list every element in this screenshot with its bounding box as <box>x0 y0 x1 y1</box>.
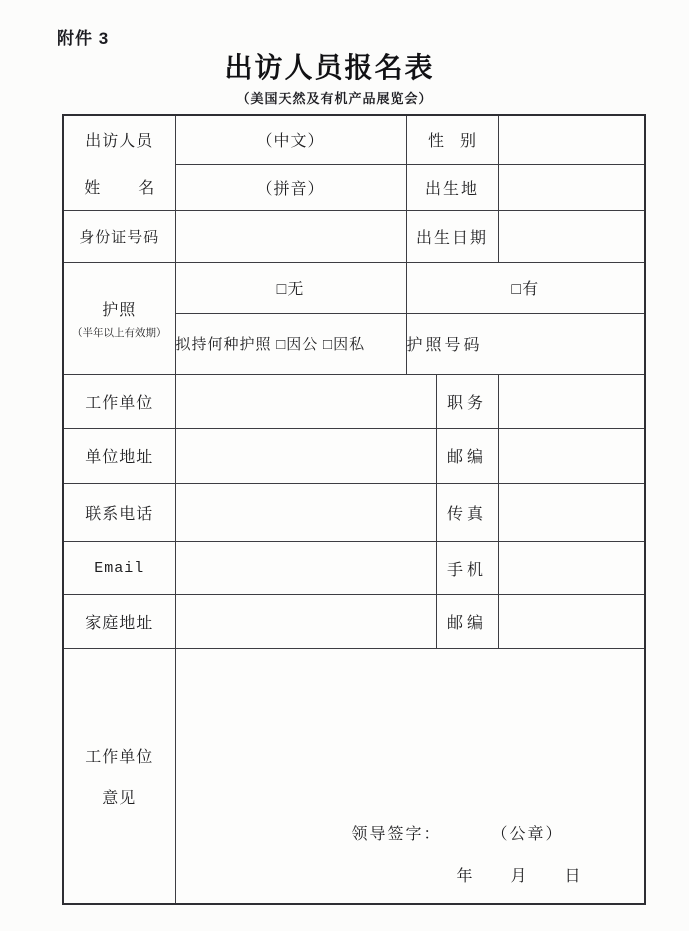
applicant-name-label-line1: 出访人员 <box>85 132 154 150</box>
unit-postcode-value-cell <box>498 428 645 483</box>
home-postcode-label-cell: 邮编 <box>436 595 498 649</box>
passport-type-cell: 拟持何种护照 □因公 □因私 <box>175 313 406 374</box>
name-char-ming: 名 <box>138 179 155 197</box>
email-label-cell: Email <box>63 541 175 594</box>
unit-address-label-cell: 单位地址 <box>63 428 175 483</box>
form-subtitle: （美国天然及有机产品展览会） <box>236 91 433 106</box>
unit-postcode-label-cell: 邮编 <box>436 428 498 483</box>
fax-value-cell <box>498 483 645 541</box>
unit-opinion-content-cell <box>175 649 645 904</box>
id-number-value-cell <box>175 210 406 262</box>
passport-none-checkbox-cell: □无 <box>175 262 406 313</box>
unit-address-value-cell <box>175 428 436 483</box>
email-value-cell <box>175 541 436 594</box>
leader-signature-label: 领导签字： <box>351 826 442 844</box>
position-label-cell: 职务 <box>436 374 498 428</box>
passport-number-label-cell: 护照号码 <box>406 313 645 374</box>
passport-label: 护照 <box>102 301 137 319</box>
applicant-name-label-line2 <box>84 175 154 198</box>
birthdate-label-cell: 出生日期 <box>406 210 498 262</box>
unit-opinion-label-cell <box>63 649 175 904</box>
gender-value-cell <box>498 115 645 164</box>
gender-label-cell: 性 别 <box>406 115 498 164</box>
unit-opinion-label-line2: 意见 <box>102 790 137 808</box>
fax-label-cell: 传真 <box>436 483 498 541</box>
mobile-label-cell: 手机 <box>436 541 498 594</box>
pinyin-name-cell: （拼音） <box>175 164 406 210</box>
phone-value-cell <box>175 483 436 541</box>
position-value-cell <box>498 374 645 428</box>
home-postcode-value-cell <box>498 595 645 649</box>
name-char-xing: 姓 <box>84 179 101 197</box>
applicant-name-label-cell <box>63 115 175 210</box>
birthplace-value-cell <box>498 164 645 210</box>
home-address-label-cell: 家庭地址 <box>63 595 175 649</box>
signature-line <box>352 821 564 844</box>
id-number-label-cell: 身份证号码 <box>63 210 175 262</box>
work-unit-label-cell: 工作单位 <box>63 374 175 428</box>
work-unit-value-cell <box>175 374 436 428</box>
mobile-value-cell <box>498 541 645 594</box>
attachment-label: 附件 3 <box>57 29 110 48</box>
form-title: 出访人员报名表 <box>224 52 435 83</box>
date-line: 年 月 日 <box>456 868 583 886</box>
home-address-value-cell <box>175 595 436 649</box>
unit-opinion-label-line1: 工作单位 <box>85 749 154 767</box>
passport-validity-note: （半年以上有效期） <box>72 327 167 339</box>
registration-form-table <box>62 114 646 905</box>
official-seal-label: （公章） <box>499 826 564 844</box>
phone-label-cell: 联系电话 <box>63 483 175 541</box>
birthplace-label-cell: 出生地 <box>406 164 498 210</box>
passport-have-checkbox-cell: □有 <box>406 262 645 313</box>
birthdate-value-cell <box>498 210 645 262</box>
chinese-name-cell: （中文） <box>175 115 406 164</box>
passport-label-cell <box>63 262 175 374</box>
